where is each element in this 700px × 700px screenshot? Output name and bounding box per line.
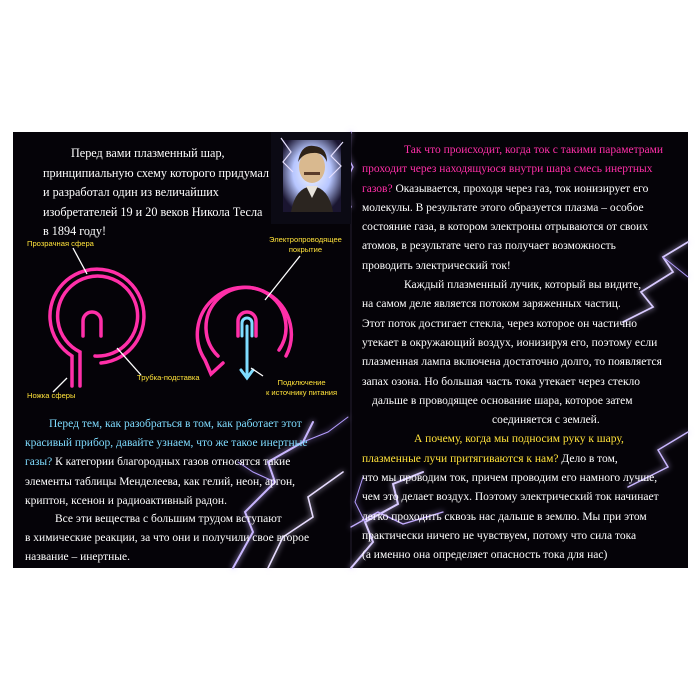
highlight-text: Перед тем, как разобраться в том, как работает этот bbox=[49, 418, 302, 430]
text-line: легко проходить сквозь нас дальше в землю. Мы при этом bbox=[362, 510, 647, 523]
text-line bbox=[25, 453, 343, 472]
intro-line: в 1894 году! bbox=[43, 224, 107, 239]
right-page-text bbox=[362, 141, 680, 585]
question-text: А почему, когда мы подносим руку к шару, bbox=[414, 433, 624, 446]
label-stand-tube: Трубка-подставка bbox=[137, 373, 200, 382]
conductive-sphere-drawing bbox=[197, 287, 291, 378]
intro-line: принципиальную схему которого придумал bbox=[43, 165, 269, 180]
text-line: в химические реакции, за что они и получили свое второе bbox=[25, 532, 310, 545]
text-line: чем это делает воздух. Поэтому электрический ток начинает bbox=[362, 491, 659, 504]
text-line: дальше в проводящее основание шара, которое затем bbox=[372, 394, 633, 407]
question-text: проходит через находящуюся внутри шара смесь инертных bbox=[362, 163, 653, 176]
text-line: атомов, в результате чего газ получает возможность bbox=[362, 240, 616, 253]
label-transparent-sphere: Прозрачная сфера bbox=[27, 239, 94, 248]
text-line: криптон, ксенон и радиоактивный радон. bbox=[25, 494, 227, 507]
text-line: утекает в окружающий воздух, ионизируя его, поэтому если bbox=[362, 336, 658, 349]
text-line bbox=[362, 141, 680, 160]
label-power-line: Подключение bbox=[277, 378, 326, 387]
label-power bbox=[266, 378, 337, 398]
intro-line: и разработал один из величайших bbox=[43, 185, 219, 200]
question-text: газов? bbox=[362, 182, 393, 195]
highlight-text: красивый прибор, давайте узнаем, что же такое инертные bbox=[25, 437, 308, 450]
text-line: состояние газа, в котором электроны отрываются от своих bbox=[362, 221, 648, 234]
paragraph-inert-gases bbox=[25, 415, 343, 511]
text-line: элементы таблицы Менделеева, как гелий, неон, аргон, bbox=[25, 475, 296, 488]
tesla-portrait-icon bbox=[271, 132, 351, 224]
text-line: Каждый плазменный лучик, который вы видите, bbox=[404, 279, 642, 292]
highlight-text: газы? bbox=[25, 456, 53, 469]
text-line: название – инертные. bbox=[25, 551, 130, 564]
body-text: Дело в том, bbox=[558, 452, 618, 465]
text-line: соединяется с землей. bbox=[492, 414, 600, 427]
text-line: (а именно она определяет опасность тока для нас) bbox=[362, 549, 608, 562]
body-text: Оказывается, проходя через газ, ток ионизирует его bbox=[392, 182, 649, 195]
text-line: практически ничего не чувствуем, потому что сила тока bbox=[362, 529, 637, 542]
text-line bbox=[25, 434, 343, 453]
text-line bbox=[25, 415, 343, 434]
text-line: проводить электрический ток! bbox=[362, 259, 511, 272]
intro-line: изобретателей 19 и 20 веков Никола Тесла bbox=[43, 204, 263, 219]
label-conductive-coating-line: покрытие bbox=[288, 245, 323, 254]
text-line: Все эти вещества с большим трудом вступают bbox=[55, 513, 282, 525]
text-line bbox=[362, 160, 680, 179]
body-text: К категории благородных газов относятся такие bbox=[52, 456, 291, 469]
tesla-portrait bbox=[271, 132, 351, 224]
intro-line: Перед вами плазменный шар, bbox=[71, 146, 225, 160]
question-text: Так что происходит, когда ток с такими параметрами bbox=[404, 144, 664, 156]
label-power-line: к источнику питания bbox=[266, 388, 338, 397]
label-conductive-coating-line: Электропроводящее bbox=[269, 235, 342, 244]
text-line bbox=[362, 430, 680, 449]
label-sphere-leg: Ножка сферы bbox=[27, 391, 76, 400]
text-line: запах озона. Но большая часть тока утекает через стекло bbox=[362, 375, 641, 388]
paragraph-inert-name bbox=[25, 510, 343, 568]
transparent-sphere-drawing bbox=[50, 269, 144, 386]
text-line: что мы проводим ток, причем проводим его намного лучше, bbox=[362, 472, 658, 485]
text-line bbox=[362, 180, 680, 199]
text-line bbox=[362, 450, 680, 469]
text-line: оказывается очень маленькой. bbox=[362, 568, 510, 581]
text-line: на самом деле является потоком заряженных частиц. bbox=[362, 298, 621, 311]
text-line: Этот поток достигает стекла, через которое он частично bbox=[362, 317, 638, 330]
label-conductive-coating bbox=[269, 235, 342, 255]
book-spread bbox=[13, 132, 688, 581]
text-line: плазменная лампа включена достаточно долго, то появляется bbox=[362, 356, 662, 369]
text-line: молекулы. В результате этого образуется плазма – особое bbox=[362, 201, 644, 214]
question-text: плазменные лучи притягиваются к нам? bbox=[362, 452, 559, 465]
